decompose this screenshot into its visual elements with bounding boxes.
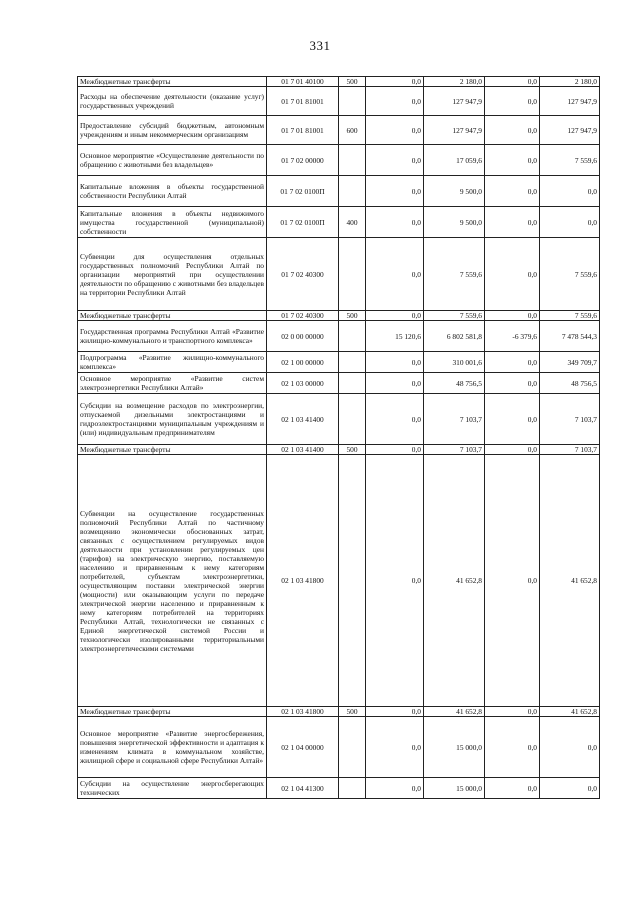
table-row [78,321,600,352]
row-expense-type-cell: 400 [339,207,366,238]
row-name-cell: Основное мероприятие «Развитие систем электроэнергетики Республики Алтай» [78,373,267,394]
row-value-2-cell: 41 652,8 [424,455,485,707]
row-value-3-cell: 0,0 [485,238,540,311]
row-name-cell: Субсидии на осуществление энергосберегающих технических [78,778,267,799]
row-expense-type-cell [339,394,366,445]
row-value-4-cell: 0,0 [540,717,600,778]
row-code-cell: 02 0 00 00000 [267,321,339,352]
row-value-2-cell: 9 500,0 [424,207,485,238]
row-expense-type-cell [339,352,366,373]
row-expense-type-cell [339,145,366,176]
row-value-1-cell: 0,0 [366,311,424,321]
row-name-cell: Подпрограмма «Развитие жилищно-коммунального комплекса» [78,352,267,373]
row-name-cell: Основное мероприятие «Развитие энергосбережения, повышения энергетической эффективности и адаптация к изменениям климата в коммунальном хозяйстве, жилищной сфере и социальной сфере Республики Алтай» [78,717,267,778]
row-value-3-cell: 0,0 [485,778,540,799]
table-row [78,445,600,455]
row-expense-type-cell [339,373,366,394]
row-value-1-cell: 0,0 [366,207,424,238]
row-value-4-cell: 7 559,6 [540,145,600,176]
row-expense-type-cell: 500 [339,77,366,87]
table-row [78,207,600,238]
table-row [78,116,600,145]
row-name-cell: Капитальные вложения в объекты государственной собственности Республики Алтай [78,176,267,207]
row-value-3-cell: 0,0 [485,311,540,321]
row-expense-type-cell [339,778,366,799]
row-value-1-cell: 0,0 [366,238,424,311]
table-row [78,145,600,176]
row-value-3-cell: 0,0 [485,717,540,778]
row-code-cell: 02 1 04 41300 [267,778,339,799]
row-value-1-cell: 15 120,6 [366,321,424,352]
row-value-1-cell: 0,0 [366,116,424,145]
row-value-2-cell: 7 103,7 [424,445,485,455]
table-row [78,87,600,116]
table-row [78,311,600,321]
row-name-cell: Межбюджетные трансферты [78,77,267,87]
table-row [78,717,600,778]
row-expense-type-cell: 500 [339,311,366,321]
row-code-cell: 01 7 02 0100П [267,176,339,207]
row-value-4-cell: 2 180,0 [540,77,600,87]
row-name-cell: Субвенции на осуществление государственных полномочий Республики Алтай по частичному возмещению экономически обоснованных затрат, связанных с осуществлением регулируемых видов деятельности при установлении регулируемых цен (тарифов) на электрическую энергию, поставляемую населению и приравненным к нему категориям потребителей, субъектам электроэнергетики, осуществляющим поставки электрической энергии (мощности) или оказывающим услуги по передаче электрической энергии населению и приравненным к нему категориям потребителей на территориях Республики Алтай, технологически не связанных с Единой энергетической системой России и технологически изолированными территориальными электроэнергетическими системами [78,455,267,707]
row-value-2-cell: 127 947,9 [424,87,485,116]
row-code-cell: 01 7 01 81001 [267,87,339,116]
row-value-1-cell: 0,0 [366,455,424,707]
row-value-2-cell: 15 000,0 [424,717,485,778]
row-value-2-cell: 2 180,0 [424,77,485,87]
row-code-cell: 01 7 02 40300 [267,311,339,321]
row-value-3-cell: 0,0 [485,455,540,707]
row-name-cell: Межбюджетные трансферты [78,445,267,455]
row-code-cell: 02 1 00 00000 [267,352,339,373]
row-expense-type-cell [339,176,366,207]
row-name-cell: Расходы на обеспечение деятельности (оказание услуг) государственных учреждений [78,87,267,116]
row-name-cell: Субсидии на возмещение расходов по электроэнергии, отпускаемой дизельными электростанциями и гидроэлектростанциями муниципальным учреждениям и (или) индивидуальным предпринимателям [78,394,267,445]
row-value-2-cell: 41 652,8 [424,707,485,717]
row-value-1-cell: 0,0 [366,778,424,799]
row-value-3-cell: 0,0 [485,352,540,373]
row-code-cell: 02 1 04 00000 [267,717,339,778]
row-value-3-cell: 0,0 [485,394,540,445]
row-expense-type-cell [339,87,366,116]
row-value-2-cell: 7 559,6 [424,238,485,311]
row-value-1-cell: 0,0 [366,145,424,176]
row-value-4-cell: 7 103,7 [540,445,600,455]
row-value-1-cell: 0,0 [366,87,424,116]
row-value-2-cell: 7 559,6 [424,311,485,321]
row-code-cell: 02 1 03 41800 [267,707,339,717]
row-value-4-cell: 7 478 544,3 [540,321,600,352]
row-value-3-cell: -6 379,6 [485,321,540,352]
row-value-4-cell: 127 947,9 [540,116,600,145]
row-code-cell: 01 7 02 40300 [267,238,339,311]
row-code-cell: 02 1 03 41400 [267,394,339,445]
table-row [78,455,600,707]
row-name-cell: Субвенции для осуществления отдельных государственных полномочий Республики Алтай по организации мероприятий при осуществлении деятельности по обращению с животными без владельцев на территории Республики Алтай [78,238,267,311]
row-value-3-cell: 0,0 [485,145,540,176]
row-value-4-cell: 7 559,6 [540,238,600,311]
row-expense-type-cell: 500 [339,445,366,455]
row-code-cell: 01 7 01 40100 [267,77,339,87]
table-row [78,707,600,717]
row-value-3-cell: 0,0 [485,445,540,455]
row-value-3-cell: 0,0 [485,87,540,116]
row-value-3-cell: 0,0 [485,176,540,207]
row-expense-type-cell [339,238,366,311]
table-row [78,176,600,207]
row-code-cell: 02 1 03 00000 [267,373,339,394]
row-value-4-cell: 0,0 [540,778,600,799]
row-code-cell: 01 7 02 0100П [267,207,339,238]
row-value-2-cell: 310 001,6 [424,352,485,373]
row-expense-type-cell [339,455,366,707]
row-name-cell: Капитальные вложения в объекты недвижимого имущества государственной (муниципальной) собственности [78,207,267,238]
row-value-2-cell: 9 500,0 [424,176,485,207]
row-code-cell: 02 1 03 41800 [267,455,339,707]
row-value-3-cell: 0,0 [485,207,540,238]
row-value-3-cell: 0,0 [485,77,540,87]
row-expense-type-cell: 500 [339,707,366,717]
row-name-cell: Государственная программа Республики Алтай «Развитие жилищно-коммунального и транспортного комплекса» [78,321,267,352]
budget-table [77,76,600,799]
row-value-4-cell: 349 709,7 [540,352,600,373]
row-value-2-cell: 7 103,7 [424,394,485,445]
row-value-1-cell: 0,0 [366,707,424,717]
page-number: 331 [309,38,331,53]
row-name-cell: Межбюджетные трансферты [78,707,267,717]
row-value-4-cell: 0,0 [540,207,600,238]
row-value-2-cell: 48 756,5 [424,373,485,394]
row-value-1-cell: 0,0 [366,77,424,87]
row-value-4-cell: 41 652,8 [540,707,600,717]
row-value-3-cell: 0,0 [485,707,540,717]
row-name-cell: Межбюджетные трансферты [78,311,267,321]
row-value-4-cell: 41 652,8 [540,455,600,707]
row-value-1-cell: 0,0 [366,352,424,373]
row-value-1-cell: 0,0 [366,717,424,778]
table-body [78,77,600,799]
row-value-2-cell: 17 059,6 [424,145,485,176]
row-value-4-cell: 7 559,6 [540,311,600,321]
table-row [78,778,600,799]
row-value-4-cell: 7 103,7 [540,394,600,445]
row-value-2-cell: 6 802 581,8 [424,321,485,352]
row-value-2-cell: 127 947,9 [424,116,485,145]
row-name-cell: Предоставление субсидий бюджетным, автономным учреждениям и иным некоммерческим организациям [78,116,267,145]
row-expense-type-cell [339,321,366,352]
row-value-4-cell: 127 947,9 [540,87,600,116]
row-expense-type-cell: 600 [339,116,366,145]
row-value-4-cell: 0,0 [540,176,600,207]
row-value-1-cell: 0,0 [366,176,424,207]
row-value-1-cell: 0,0 [366,445,424,455]
row-code-cell: 01 7 02 00000 [267,145,339,176]
row-value-1-cell: 0,0 [366,373,424,394]
row-value-3-cell: 0,0 [485,116,540,145]
table-row [78,394,600,445]
row-code-cell: 01 7 01 81001 [267,116,339,145]
row-name-cell: Основное мероприятие «Осуществление деятельности по обращению с животными без владельцев» [78,145,267,176]
row-value-1-cell: 0,0 [366,394,424,445]
table-row [78,238,600,311]
row-code-cell: 02 1 03 41400 [267,445,339,455]
table-row [78,352,600,373]
row-value-4-cell: 48 756,5 [540,373,600,394]
row-value-2-cell: 15 000,0 [424,778,485,799]
row-value-3-cell: 0,0 [485,373,540,394]
table-row [78,77,600,87]
row-expense-type-cell [339,717,366,778]
table-row [78,373,600,394]
